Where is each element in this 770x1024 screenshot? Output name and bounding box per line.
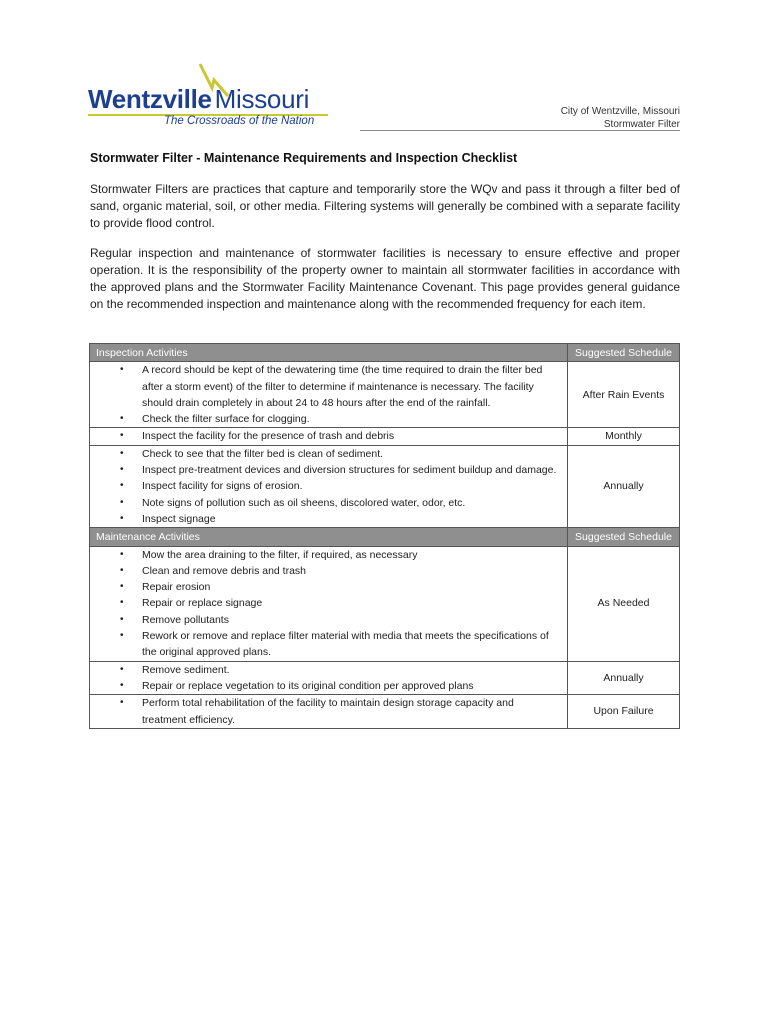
logo-word-missouri: Missouri	[214, 84, 310, 114]
list-item: • Remove sediment.	[90, 662, 567, 678]
schedule-cell: As Needed	[568, 546, 680, 661]
schedule-cell: Annually	[568, 445, 680, 527]
document-header-info	[561, 105, 680, 131]
list-item: • Note signs of pollution such as oil sheens, discolored water, odor, etc.	[90, 495, 567, 511]
logo-word-wentzville: Wentzville	[88, 84, 212, 114]
header-org-line: City of Wentzville, Missouri	[560, 106, 680, 117]
list-item: • Inspect signage	[90, 511, 567, 527]
city-logo	[88, 62, 338, 132]
schedule-cell: After Rain Events	[568, 362, 680, 428]
page-title: Stormwater Filter - Maintenance Requirements and Inspection Checklist	[90, 151, 518, 165]
inspection-header-row	[90, 344, 680, 362]
maintenance-activities-header: Maintenance Activities	[90, 528, 568, 546]
table-row	[90, 428, 680, 445]
list-item: • Remove pollutants	[90, 612, 567, 628]
table-row	[90, 445, 680, 527]
table-row	[90, 546, 680, 661]
list-item: • Repair or replace vegetation to its original condition per approved plans	[90, 678, 567, 694]
activity-list	[90, 428, 567, 444]
activity-list	[90, 695, 567, 728]
schedule-header: Suggested Schedule	[568, 528, 680, 546]
activity-list	[90, 547, 567, 661]
header-divider	[360, 130, 680, 131]
schedule-header: Suggested Schedule	[568, 344, 680, 362]
inspection-activities-header: Inspection Activities	[90, 344, 568, 362]
list-item: • Check to see that the filter bed is clean of sediment.	[90, 446, 567, 462]
intro-paragraph: Stormwater Filters are practices that capture and temporarily store the WQv and pass it through a filter bed of sand, organic material, soil, or other media. Filtering systems will generally be combined with a separate facility to provide flood control.	[90, 182, 680, 230]
maintenance-header-row	[90, 528, 680, 546]
list-item: • Inspect pre-treatment devices and diversion structures for sediment buildup and damage.	[90, 462, 567, 478]
table-row	[90, 362, 680, 428]
logo-wordmark	[88, 84, 309, 115]
table-row	[90, 661, 680, 695]
schedule-cell: Annually	[568, 661, 680, 695]
activity-list	[90, 446, 567, 527]
activity-list	[90, 362, 567, 427]
list-item: • Mow the area draining to the filter, if required, as necessary	[90, 547, 567, 563]
schedule-cell: Upon Failure	[568, 695, 680, 729]
list-item: • Perform total rehabilitation of the facility to maintain design storage capacity and treatment efficiency.	[90, 695, 567, 728]
table-row	[90, 695, 680, 729]
list-item: • Check the filter surface for clogging.	[90, 411, 567, 427]
activity-list	[90, 662, 567, 695]
guidance-paragraph: Regular inspection and maintenance of stormwater facilities is necessary to ensure effective and proper operation. It is the responsibility of the property owner to maintain all stormwater facilities in accordance with the approved plans and the Stormwater Facility Maintenance Covenant. This page provides general guidance on the recommended inspection and maintenance along with the recommended frequency for each item.	[90, 246, 680, 311]
list-item: • Repair or replace signage	[90, 595, 567, 611]
logo-tagline: The Crossroads of the Nation	[164, 115, 315, 127]
list-item: • Inspect facility for signs of erosion.	[90, 478, 567, 494]
list-item: • Repair erosion	[90, 579, 567, 595]
list-item: • A record should be kept of the dewatering time (the time required to drain the filter bed after a storm event) of the filter to determine if maintenance is necessary. The facility should drain completely in about 24 to 48 hours after the end of the rainfall.	[90, 362, 567, 411]
list-item: • Rework or remove and replace filter material with media that meets the specifications of the original approved plans.	[90, 628, 567, 661]
header-doc-line: Stormwater Filter	[603, 119, 680, 130]
schedule-cell: Monthly	[568, 428, 680, 445]
list-item: • Clean and remove debris and trash	[90, 563, 567, 579]
maintenance-schedule-table	[89, 343, 680, 729]
list-item: • Inspect the facility for the presence of trash and debris	[90, 428, 567, 444]
